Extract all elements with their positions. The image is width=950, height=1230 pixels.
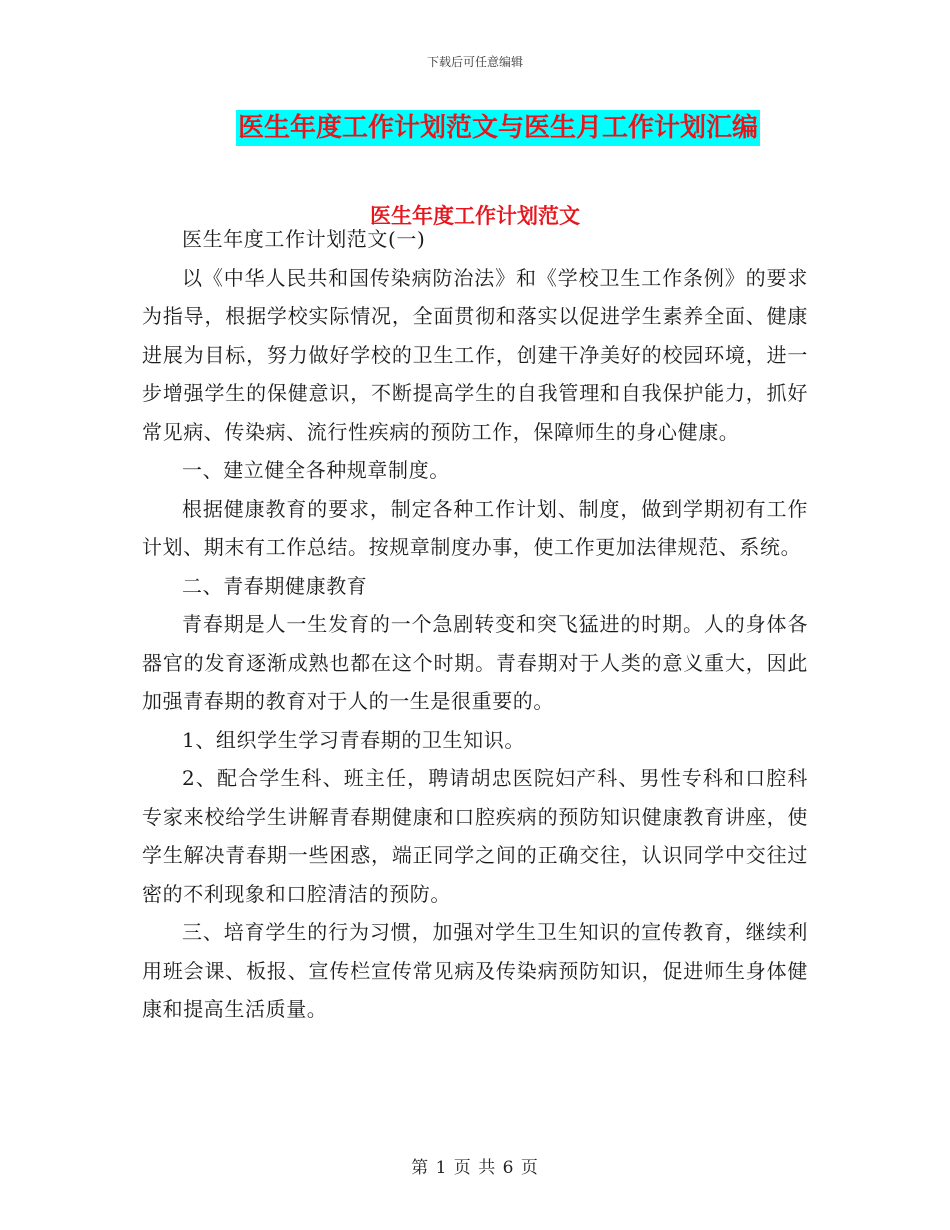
paragraph: 根据健康教育的要求，制定各种工作计划、制度，做到学期初有工作计划、期末有工作总结。按规章制度办事，使工作更加法律规范、系统。 (142, 496, 808, 559)
paragraph-heading: 二、青春期健康教育 (182, 573, 368, 598)
header-note: 下载后可任意编辑 (426, 55, 523, 69)
section-title: 医生年度工作计划范文 (370, 204, 580, 228)
main-title: 医生年度工作计划范文与医生月工作计划汇编 (236, 110, 760, 146)
paragraph-heading: 一、建立健全各种规章制度。 (182, 458, 450, 482)
paragraph-subtitle: 医生年度工作计划范文(一) (182, 227, 426, 251)
paragraph-item: 2、配合学生科、班主任，聘请胡忠医院妇产科、男性专科和口腔科专家来校给学生讲解青春期健康和口腔疾病的预防知识健康教育讲座，使学生解决青春期一些困惑，端正同学之间的正确交往，认识同学中交往过密的不利现象和口腔清洁的预防。 (142, 766, 808, 906)
document-body (142, 220, 808, 1029)
paragraph: 青春期是人一生发育的一个急剧转变和突飞猛进的时期。人的身体各器官的发育逐渐成熟也都在这个时期。青春期对于人类的意义重大，因此加强青春期的教育对于人的一生是很重要的。 (142, 612, 808, 713)
page-number: 第 1 页 共 6 页 (411, 1158, 539, 1178)
paragraph: 三、培育学生的行为习惯，加强对学生卫生知识的宣传教育，继续利用班会课、板报、宣传栏宣传常见病及传染病预防知识，促进师生身体健康和提高生活质量。 (142, 920, 808, 1021)
paragraph: 以《中华人民共和国传染病防治法》和《学校卫生工作条例》的要求为指导，根据学校实际情况，全面贯彻和落实以促进学生素养全面、健康进展为目标，努力做好学校的卫生工作，创建干净美好的校园环境，进一步增强学生的保健意识，不断提高学生的自我管理和自我保护能力，抓好常见病、传染病、流行性疾病的预防工作，保障师生的身心健康。 (142, 265, 808, 444)
paragraph-item: 1、组织学生学习青春期的卫生知识。 (182, 727, 525, 752)
main-title-container (0, 110, 950, 146)
